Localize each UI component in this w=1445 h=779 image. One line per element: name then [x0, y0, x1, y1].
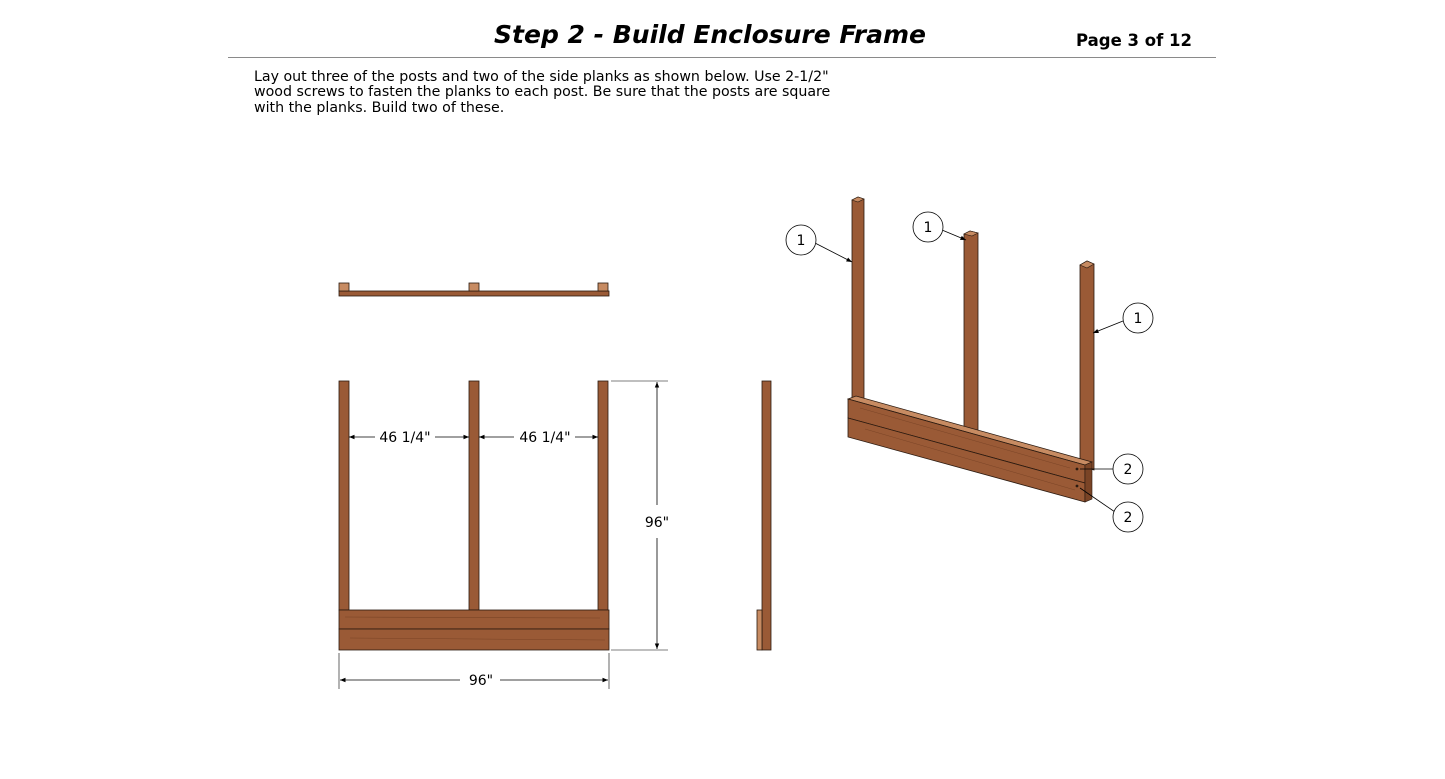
balloon-label: 1	[923, 220, 933, 236]
balloon-post-middle	[913, 212, 966, 242]
dimension-gap-right	[479, 430, 598, 446]
dimension-gap-left	[349, 430, 469, 446]
side-view	[757, 381, 771, 650]
dimension-height	[611, 381, 669, 650]
page-title: Step 2 - Build Enclosure Frame	[494, 20, 926, 49]
instruction-line: with the planks. Build two of these.	[254, 99, 505, 116]
balloon-plank-lower	[1080, 488, 1143, 532]
iso-post-middle	[964, 231, 978, 447]
page-number: Page 3 of 12	[1076, 31, 1192, 50]
instruction-line: Lay out three of the posts and two of the side planks as shown below. Use 2-1/2"	[254, 69, 829, 85]
side-view-post	[762, 381, 771, 650]
balloon-label: 2	[1123, 510, 1133, 526]
balloon-label: 1	[796, 233, 806, 249]
top-view-post-right	[598, 283, 608, 291]
dimension-label-width: 96"	[468, 673, 494, 689]
front-post-middle	[469, 381, 479, 610]
top-view	[339, 283, 609, 296]
balloon-label: 1	[1133, 311, 1143, 327]
dimension-label-gap-right: 46 1/4"	[519, 430, 571, 446]
dimension-label-gap-left: 46 1/4"	[379, 430, 431, 446]
top-view-plank	[339, 291, 609, 296]
isometric-view	[848, 197, 1094, 502]
top-view-post-left	[339, 283, 349, 291]
top-view-post-middle	[469, 283, 479, 291]
front-post-right	[598, 381, 608, 610]
instruction-line: wood screws to fasten the planks to each post. Be sure that the posts are square	[254, 84, 831, 101]
side-view-plank	[757, 610, 762, 650]
front-plank-upper	[339, 610, 609, 629]
balloon-label: 2	[1123, 462, 1133, 478]
front-post-left	[339, 381, 349, 610]
dimension-label-height: 96"	[644, 515, 670, 531]
front-view	[339, 381, 609, 650]
iso-post-right	[1080, 261, 1094, 470]
dimension-width	[339, 653, 609, 689]
balloon-post-right	[1093, 303, 1153, 333]
balloon-post-left	[786, 225, 852, 262]
iso-post-left	[852, 197, 864, 425]
